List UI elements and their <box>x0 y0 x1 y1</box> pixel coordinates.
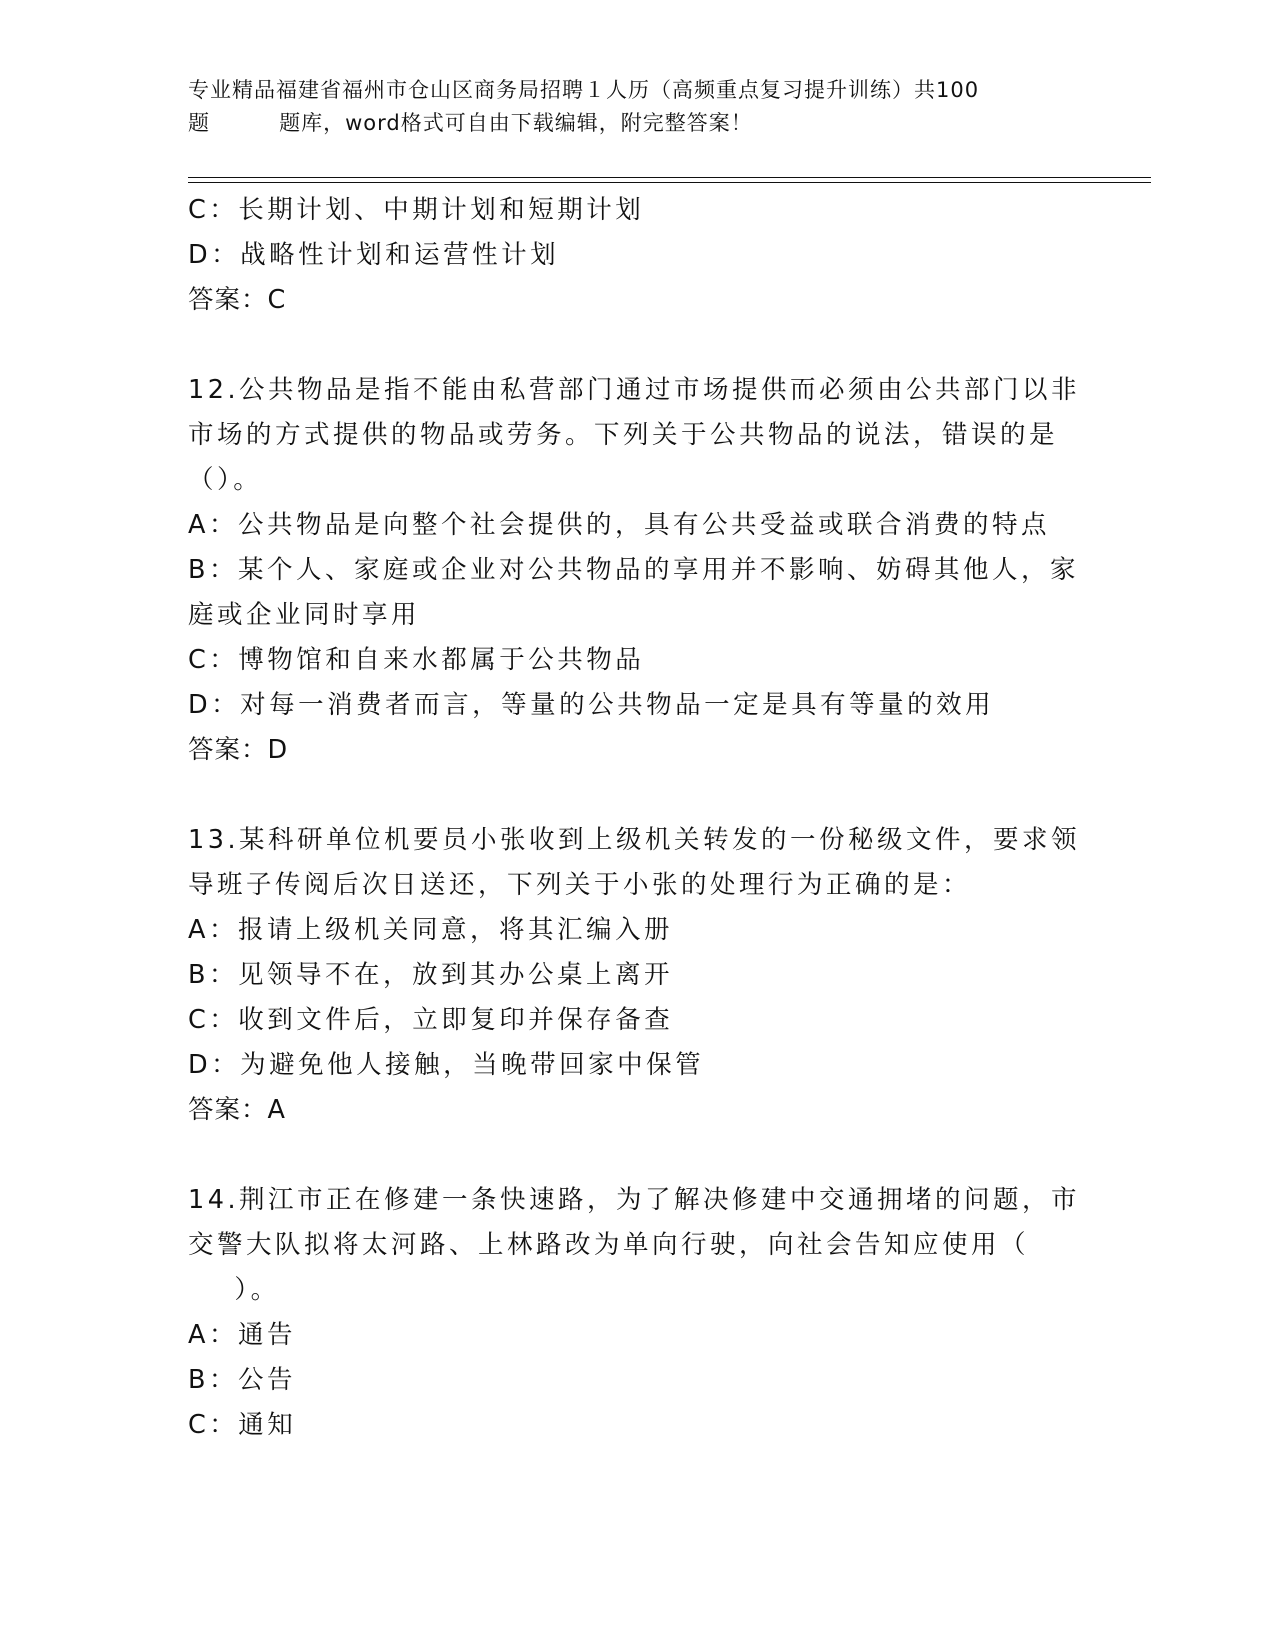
text-line: 交警大队拟将太河路、上林路改为单向行驶，向社会告知应使用（ <box>188 1230 1030 1260</box>
text-line: A：报请上级机关同意，将其汇编入册 <box>188 915 673 945</box>
text-line: D：为避免他人接触，当晚带回家中保管 <box>188 1050 705 1080</box>
text-line: C：博物馆和自来水都属于公共物品 <box>188 645 645 675</box>
text-line: A：公共物品是向整个社会提供的，具有公共受益或联合消费的特点 <box>188 510 1050 540</box>
text-line: A：通告 <box>188 1320 296 1350</box>
text-line: D：对每一消费者而言，等量的公共物品一定是具有等量的效用 <box>188 690 995 720</box>
text-line: C：通知 <box>188 1410 297 1440</box>
header-rule-top <box>188 177 1151 178</box>
text-line: 庭或企业同时享用 <box>188 600 421 630</box>
text-line: B：见领导不在，放到其办公桌上离开 <box>188 960 673 990</box>
paragraph-gap <box>188 323 1088 368</box>
paragraph-gap <box>188 1133 1088 1178</box>
text-line: B：公告 <box>188 1365 296 1395</box>
answer-line: 答案：D <box>188 735 289 765</box>
text-line: 导班子传阅后次日送还，下列关于小张的处理行为正确的是： <box>188 870 972 900</box>
text-line: 12.公共物品是指不能由私营部门通过市场提供而必须由公共部门以非 <box>188 375 1081 405</box>
text-line: 市场的方式提供的物品或劳务。下列关于公共物品的说法，错误的是 <box>188 420 1059 450</box>
text-line: C：长期计划、中期计划和短期计划 <box>188 195 645 225</box>
answer-line: 答案：A <box>188 1095 286 1125</box>
header-line-1: 专业精品福建省福州市仓山区商务局招聘１人历（高频重点复习提升训练）共100 <box>188 78 980 102</box>
header-rule-bottom <box>188 182 1151 183</box>
header-line-2: 题 题库，word格式可自由下载编辑，附完整答案！ <box>188 111 753 135</box>
text-line: B：某个人、家庭或企业对公共物品的享用并不影响、妨碍其他人，家 <box>188 555 1079 585</box>
paragraph-gap <box>188 773 1088 818</box>
text-line: C：收到文件后，立即复印并保存备查 <box>188 1005 674 1035</box>
text-line: D：战略性计划和运营性计划 <box>188 240 560 270</box>
text-line: 14.荆江市正在修建一条快速路，为了解决修建中交通拥堵的问题，市 <box>188 1185 1081 1215</box>
answer-line: 答案：C <box>188 285 287 315</box>
text-line: （）。 <box>188 465 263 495</box>
text-line: 13.某科研单位机要员小张收到上级机关转发的一份秘级文件，要求领 <box>188 825 1081 855</box>
document-header <box>188 74 1088 140</box>
document-body <box>188 188 1088 1448</box>
text-line: ）。 <box>188 1275 280 1305</box>
